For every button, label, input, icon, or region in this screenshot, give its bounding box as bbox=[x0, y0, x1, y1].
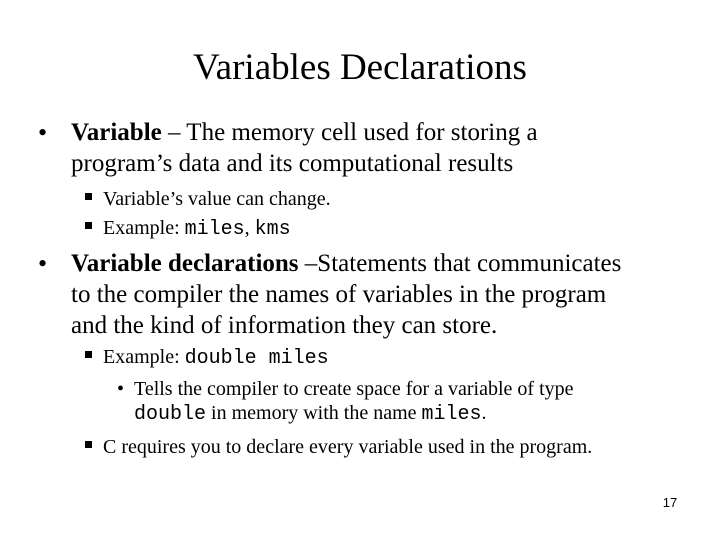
sub-bullet-example-double-miles bbox=[0, 344, 720, 370]
sub-sub-bullet-text bbox=[134, 377, 574, 427]
code-miles: miles bbox=[184, 218, 245, 241]
bullet-declarations-line3: and the kind of information they can store. bbox=[71, 312, 498, 339]
square-bullet-icon bbox=[85, 222, 92, 229]
code-miles: miles bbox=[421, 403, 482, 426]
bullet-mark: • bbox=[117, 378, 125, 400]
sub-bullet-example-miles-kms bbox=[0, 215, 720, 241]
bullet-declarations-line1: –Statements that communicates bbox=[298, 250, 622, 277]
bullet-variable-line1: – The memory cell used for storing a bbox=[161, 119, 538, 146]
term-variable: Variable bbox=[71, 119, 162, 146]
code-double: double bbox=[134, 403, 207, 426]
square-bullet-icon bbox=[85, 351, 92, 358]
example-label: Example: bbox=[103, 217, 185, 239]
comma-separator: , bbox=[244, 217, 255, 239]
square-bullet-icon bbox=[85, 193, 92, 200]
sub-bullet-text bbox=[103, 215, 291, 243]
term-variable-declarations: Variable declarations bbox=[71, 250, 299, 277]
square-bullet-icon bbox=[85, 441, 92, 448]
bullet-mark: • bbox=[38, 249, 48, 278]
slide-title: Variables Declarations bbox=[193, 47, 527, 88]
sub-bullet-text: Variable’s value can change. bbox=[103, 188, 331, 210]
sub-bullet-c-requires bbox=[0, 434, 720, 460]
sub-sub-bullet-mid: in memory with the name bbox=[206, 402, 422, 424]
sub-sub-bullet-line1: Tells the compiler to create space for a variable of type bbox=[134, 378, 574, 400]
bullet-mark: • bbox=[38, 118, 48, 147]
bullet-variable-text bbox=[71, 117, 711, 179]
code-double-miles: double miles bbox=[184, 347, 329, 370]
sub-sub-bullet-end: . bbox=[481, 402, 487, 424]
example-label: Example: bbox=[103, 346, 185, 368]
page-number: 17 bbox=[662, 495, 678, 510]
bullet-declarations-text bbox=[71, 248, 711, 341]
sub-bullet-text: C requires you to declare every variable used in the program. bbox=[103, 436, 593, 458]
sub-bullet-text bbox=[103, 344, 329, 372]
bullet-declarations-line2: to the compiler the names of variables in the program bbox=[71, 281, 607, 308]
code-kms: kms bbox=[254, 218, 291, 241]
sub-bullet-value-change bbox=[0, 186, 720, 212]
bullet-variable-line2: program’s data and its computational results bbox=[71, 150, 514, 177]
